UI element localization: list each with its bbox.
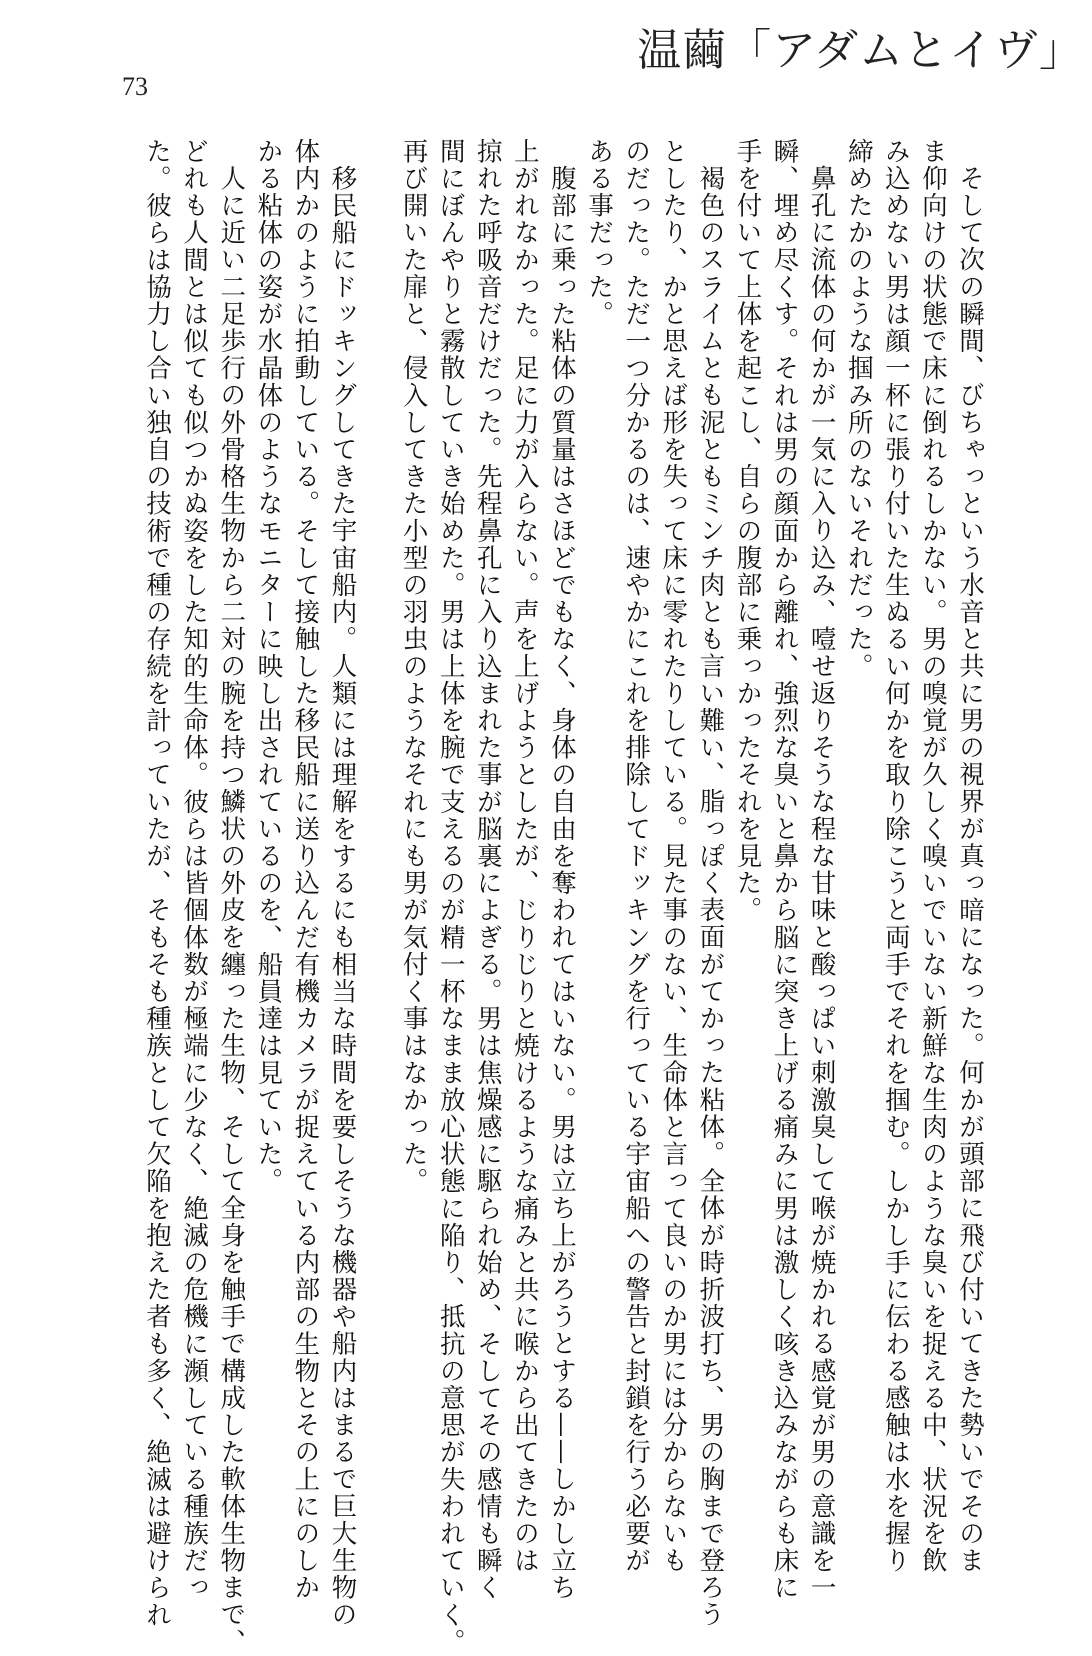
- text-line: どれも人間とは似ても似つかぬ姿をした知的生命体。彼らは皆個体数が極端に少なく、絶滅の危機に瀕している種族だっ: [179, 138, 210, 1602]
- vertical-text-body: [138, 138, 988, 1656]
- text-line: 移民船にドッキングしてきた宇宙船内。人類には理解をするにも相当な時間を要しそうな機器や船内はまるで巨大生物の: [327, 165, 358, 1629]
- text-line: そして次の瞬間、びちゃっという水音と共に男の視界が真っ暗になった。何かが頭部に飛び付いてきた勢いでそのま: [955, 165, 985, 1575]
- text-line: としたり、かと思えば形を失って床に零れたりしている。見た事のない、生命体と言って良いのか男には分からないも: [658, 138, 689, 1575]
- text-line: 手を付いて上体を起こし、自らの腹部に乗っかったそれを見た。: [732, 138, 763, 924]
- text-line: 瞬、埋め尽くす。それは男の顔面から離れ、強烈な臭いと鼻から脳に突き上げる痛みに男は激しく咳き込みながらも床に: [769, 138, 800, 1602]
- text-line: ま仰向けの状態で床に倒れるしかない。男の嗅覚が久しく嗅いでいない新鮮な生肉のような臭いを捉える中、状況を飲: [917, 138, 948, 1575]
- text-line: み込めない男は顔一杯に張り付いた生ぬるい何かを取り除こうと両手でそれを掴む。しかし手に伝わる感触は水を握り: [880, 138, 911, 1575]
- text-line: 掠れた呼吸音だけだった。先程鼻孔に入り込まれた事が脳裏によぎる。男は焦燥感に駆られ始め、そしてその感情も瞬く: [472, 138, 503, 1602]
- text-line: 締めたかのような掴み所のないそれだった。: [843, 138, 874, 680]
- text-line: 間にぼんやりと霧散していき始めた。男は上体を腕で支えるのが精一杯なまま放心状態に陥り、抵抗の意思が失われていく。: [435, 138, 466, 1656]
- text-line: 褐色のスライムとも泥ともミンチ肉とも言い難い、脂っぽく表面がてかった粘体。全体が時折波打ち、男の胸まで登ろう: [695, 165, 726, 1629]
- text-line: 人に近い二足歩行の外骨格生物から二対の腕を持つ鱗状の外皮を纏った生物、そして全身を触手で構成した軟体生物まで、: [216, 165, 247, 1656]
- text-line: 鼻孔に流体の何かが一気に入り込み、噎せ返りそうな程な甘味と酸っぱい刺激臭して喉が焼かれる感覚が男の意識を一: [806, 165, 837, 1602]
- text-line: 上がれなかった。足に力が入らない。声を上げようとしたが、じりじりと焼けるような痛みと共に喉から出てきたのは: [509, 138, 540, 1575]
- text-line: かる粘体の姿が水晶体のようなモニターに映し出されているのを、船員達は見ていた。: [253, 138, 284, 1195]
- story-title: 温繭「アダムとイヴ」: [637, 25, 1084, 76]
- text-line: 腹部に乗った粘体の質量はさほどでもなく、身体の自由を奪われてはいない。男は立ち上がろうとする——しかし立ち: [546, 165, 577, 1602]
- page-number: 73: [122, 72, 148, 101]
- text-line: 再び開いた扉と、侵入してきた小型の羽虫のようなそれにも男が気付く事はなかった。: [398, 138, 429, 1195]
- text-line: 体内かのように拍動している。そして接触した移民船に送り込んだ有機カメラが捉えている内部の生物とその上にのしか: [290, 138, 321, 1602]
- text-line: のだった。ただ一つ分かるのは、速やかにこれを排除してドッキングを行っている宇宙船への警告と封鎖を行う必要が: [621, 138, 652, 1575]
- paragraph-break: [361, 138, 395, 1398]
- text-line: ある事だった。: [584, 138, 615, 328]
- text-line: た。彼らは協力し合い独自の技術で種の存続を計っていたが、そもそも種族として欠陥を抱えた者も多く、絶滅は避けられ: [142, 138, 173, 1629]
